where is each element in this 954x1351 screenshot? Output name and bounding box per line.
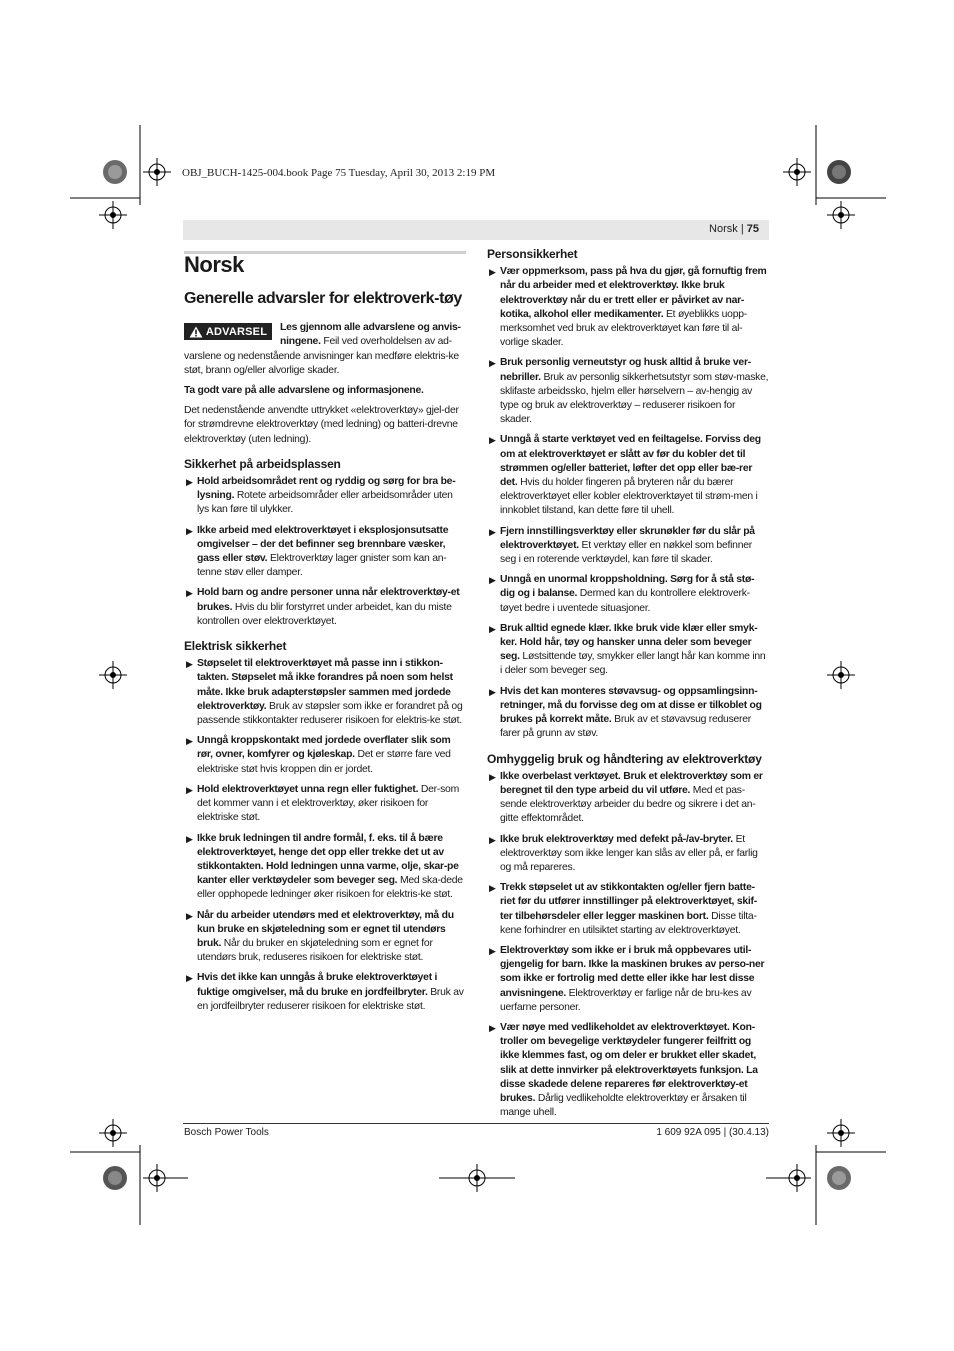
footer-doc-number: 1 609 92A 095 | (30.4.13) [656, 1127, 769, 1138]
list-item: ▶ Vær oppmerksom, pass på hva du gjør, gå fornuftig frem når du arbeider med et elektroverktøy. Ikke bruk elektroverktøy når du er trett eller er påvirket av nar-kotika, alkohol eller medikamenter. Et øyeblikks uopp-merksomhet ved bruk av elektroverktøyet kan føre til al-vorlige skader. [489, 266, 767, 349]
bullet-arrow-icon: ▶ [186, 736, 193, 747]
bullet-arrow-icon: ▶ [186, 784, 193, 795]
page-title: Norsk [184, 252, 244, 277]
list-item: ▶ Når du arbeider utendørs med et elektroverktøy, må du kun bruke en skjøteledning som er egnet til utendørs bruk. Når du bruker en skjøteledning som er egnet for utendørs bruk, reduseres risikoen for elektriske støt. [186, 909, 454, 964]
page-header [183, 220, 769, 240]
list-item: ▶ Ikke arbeid med elektroverktøyet i eksplosjonsutsatte omgivelser – der det befinner seg brennbare væsker, gass eller støv. Elektroverktøy lager gnister som kan an-tenne støv eller damper. [186, 524, 449, 579]
list-item: ▶ Vær nøye med vedlikeholdet av elektroverktøyet. Kon-troller om bevegelige verktøydeler fungerer feilfritt og ikke klemmes fast, og om deler er brukket eller skadet, slik at dette innvirker på elektroverktøyets funksjon. La disse skadede delene repareres før elektroverktøy-et brukes. Dårlig vedlikeholdte elektroverktøy er årsaken til mange uhell. [489, 1021, 758, 1119]
header-section: Norsk [709, 223, 738, 235]
header-separator: | [740, 223, 744, 235]
bullet-arrow-icon: ▶ [186, 833, 193, 844]
list-item: ▶ Ikke bruk ledningen til andre formål, f. eks. til å bære elektroverktøyet, henge det opp eller trekke det ut av stikkontakten. Hold ledningen unna varme, olje, skar-pe kanter eller verktøydeler som beveger seg. Med ska-dede eller opphopede ledninger øker risikoen for elektris-ke støt. [186, 832, 463, 901]
bullet-arrow-icon: ▶ [186, 659, 193, 670]
warning-body: Feil ved overholdelsen av ad-varslene og nedenstående anvisninger kan medføre elektris-ke støt, brann og/eller alvorlige skader. [184, 336, 459, 376]
keep-note: Ta godt vare på alle advarslene og informasjonene. [184, 385, 424, 397]
section-title: Generelle advarsler for elektroverk-tøy [184, 290, 462, 308]
warning-block [184, 321, 466, 378]
bullet-arrow-icon: ▶ [489, 358, 496, 369]
bullet-arrow-icon: ▶ [489, 834, 496, 845]
bullet-arrow-icon: ▶ [489, 267, 496, 278]
warning-triangle-icon [189, 326, 203, 338]
bullet-arrow-icon: ▶ [489, 883, 496, 894]
item-list [487, 770, 769, 1121]
right-column [487, 246, 769, 1126]
bullet-arrow-icon: ▶ [489, 945, 496, 956]
list-item: ▶ Trekk støpselet ut av stikkontakten og/eller fjern batte-riet før du utfører innstillinger på elektroverktøyet, skif-ter tilbehørsdeler eller legger maskinen bort. Disse tilta-kene forhindrer en utilsiktet starting av elektroverktøyet. [489, 882, 757, 936]
list-item: ▶ Hvis det ikke kan unngås å bruke elektroverktøyet i fuktige omgivelser, må du bruke en jordfeilbryter. Bruk av en jordfeilbryter reduserer risikoen for elektriske støt. [186, 972, 464, 1012]
left-column [184, 246, 466, 1020]
list-item: ▶ Hvis det kan monteres støvavsug- og oppsamlingsinn-retninger, må du forvisse deg om at disse er tilkoblet og brukes på korrekt måte. Bruk av et støvavsug reduserer farer på grunn av støv. [489, 685, 762, 740]
item-list [487, 265, 769, 741]
list-item: ▶ Hold elektroverktøyet unna regn eller fuktighet. Der-som det kommer vann i et elektroverktøy, øker risikoen for elektriske støt. [186, 783, 459, 824]
footer-rule [183, 1123, 769, 1124]
section-heading: Omhyggelig bruk og håndtering av elektroverktøy [487, 751, 762, 766]
bullet-arrow-icon: ▶ [489, 771, 496, 782]
list-item: ▶ Støpselet til elektroverktøyet må passe inn i stikkon-takten. Støpselet må ikke forandres på noen som helst måte. Ikke bruk adapterstøpsler sammen med jordede elektroverktøy. Bruk av støpsler som ikke er forandret på og passende stikkontakter reduserer risikoen for elektris-ke støt. [186, 658, 463, 727]
bullet-arrow-icon: ▶ [186, 525, 193, 536]
list-item: ▶ Fjern innstillingsverktøy eller skrunøkler før du slår på elektroverktøyet. Et verktøy eller en nøkkel som befinner seg i en roterende verktøydel, kan føre til skader. [489, 525, 755, 566]
list-item: ▶ Hold barn og andre personer unna når elektroverktøy-et brukes. Hvis du blir forstyrret under arbeidet, kan du miste kontrollen over elektroverktøyet. [186, 587, 460, 627]
list-item: ▶ Ikke overbelast verktøyet. Bruk et elektroverktøy som er beregnet til den type arbeid du vil utføre. Med et pas-sende elektroverktøy arbeider du bedre og sikrere i det an-gitte effektområdet. [489, 770, 763, 825]
list-item: ▶ Hold arbeidsområdet rent og ryddig og sørg for bra be-lysning. Rotete arbeidsområder eller arbeidsområder uten lys kan føre til ulykker. [186, 476, 456, 516]
section-heading: Sikkerhet på arbeidsplassen [184, 456, 341, 471]
section-heading: Personsikkerhet [487, 247, 578, 261]
header-text [709, 223, 759, 235]
list-item: ▶ Ikke bruk elektroverktøy med defekt på-/av-bryter. Et elektroverktøy som ikke lenger kan slås av eller på, er farlig og må repareres. [489, 833, 758, 873]
list-item: ▶ Bruk alltid egnede klær. Ikke bruk vide klær eller smyk-ker. Hold hår, tøy og hansker unna deler som beveger seg. Løstsittende tøy, smykker eller langt hår kan komme inn i deler som beveger seg. [489, 622, 766, 677]
bullet-arrow-icon: ▶ [186, 588, 193, 599]
warning-badge-label: ADVARSEL [205, 325, 268, 338]
bullet-arrow-icon: ▶ [489, 526, 496, 537]
warning-badge [184, 323, 272, 340]
bullet-arrow-icon: ▶ [489, 575, 496, 586]
footer-brand: Bosch Power Tools [184, 1127, 269, 1138]
list-item: ▶ Unngå en unormal kroppsholdning. Sørg for å stå stø-dig og i balanse. Dermed kan du kontrollere elektroverk-tøyet bedre i uventede situasjoner. [489, 574, 755, 614]
bullet-arrow-icon: ▶ [186, 477, 193, 488]
warning-lead: Les gjennom alle advarslene og anvis-ningene. [280, 322, 461, 348]
list-item: ▶ Bruk personlig verneutstyr og husk alltid å bruke ver-nebriller. Bruk av personlig sikkerhetsutstyr som støv-maske, sklifaste arbeidssko, hjelm eller hørselvern – av-hengig av type og bruk av elektroverktøy – reduserer risikoen for skader. [489, 357, 769, 426]
bullet-arrow-icon: ▶ [186, 973, 193, 984]
bullet-arrow-icon: ▶ [489, 435, 496, 446]
section-heading: Elektrisk sikkerhet [184, 639, 287, 654]
bullet-arrow-icon: ▶ [489, 1022, 496, 1033]
page-number: 75 [746, 223, 759, 235]
list-item: ▶ Elektroverktøy som ikke er i bruk må oppbevares util-gjengelig for barn. Ikke la maskinen brukes av perso-ner som ikke er fortrolig med dette eller ikke har lest disse anvisningene. Elektroverktøy er farlige når de bru-kes av uerfarne personer. [489, 944, 765, 1013]
print-info: OBJ_BUCH-1425-004.book Page 75 Tuesday, April 30, 2013 2:19 PM [182, 167, 496, 179]
bullet-arrow-icon: ▶ [489, 686, 496, 697]
bullet-arrow-icon: ▶ [489, 623, 496, 634]
item-list [184, 475, 466, 629]
item-list [184, 657, 466, 1014]
intro-paragraph: Det nedenstående anvendte uttrykket «elektroverktøy» gjel-der for strømdrevne elektroverktøy (med ledning) og batteri-drevne elektroverktøy (uten ledning). [184, 405, 459, 445]
list-item: ▶ Unngå å starte verktøyet ved en feiltagelse. Forviss deg om at elektroverktøyet er slått av før du kobler det til strømmen og/eller batteriet, løfter det opp eller bæ-rer det. Hvis du holder fingeren på bryteren når du bærer elektroverktøyet eller kobler elektroverktøyet til strøm-men i innkoblet tilstand, kan dette føre til uhell. [489, 434, 761, 517]
list-item: ▶ Unngå kroppskontakt med jordede overflater slik som rør, ovner, komfyrer og kjøleskap. Det er større fare ved elektriske støt hvis kroppen din er jordet. [186, 735, 451, 775]
bullet-arrow-icon: ▶ [186, 910, 193, 921]
